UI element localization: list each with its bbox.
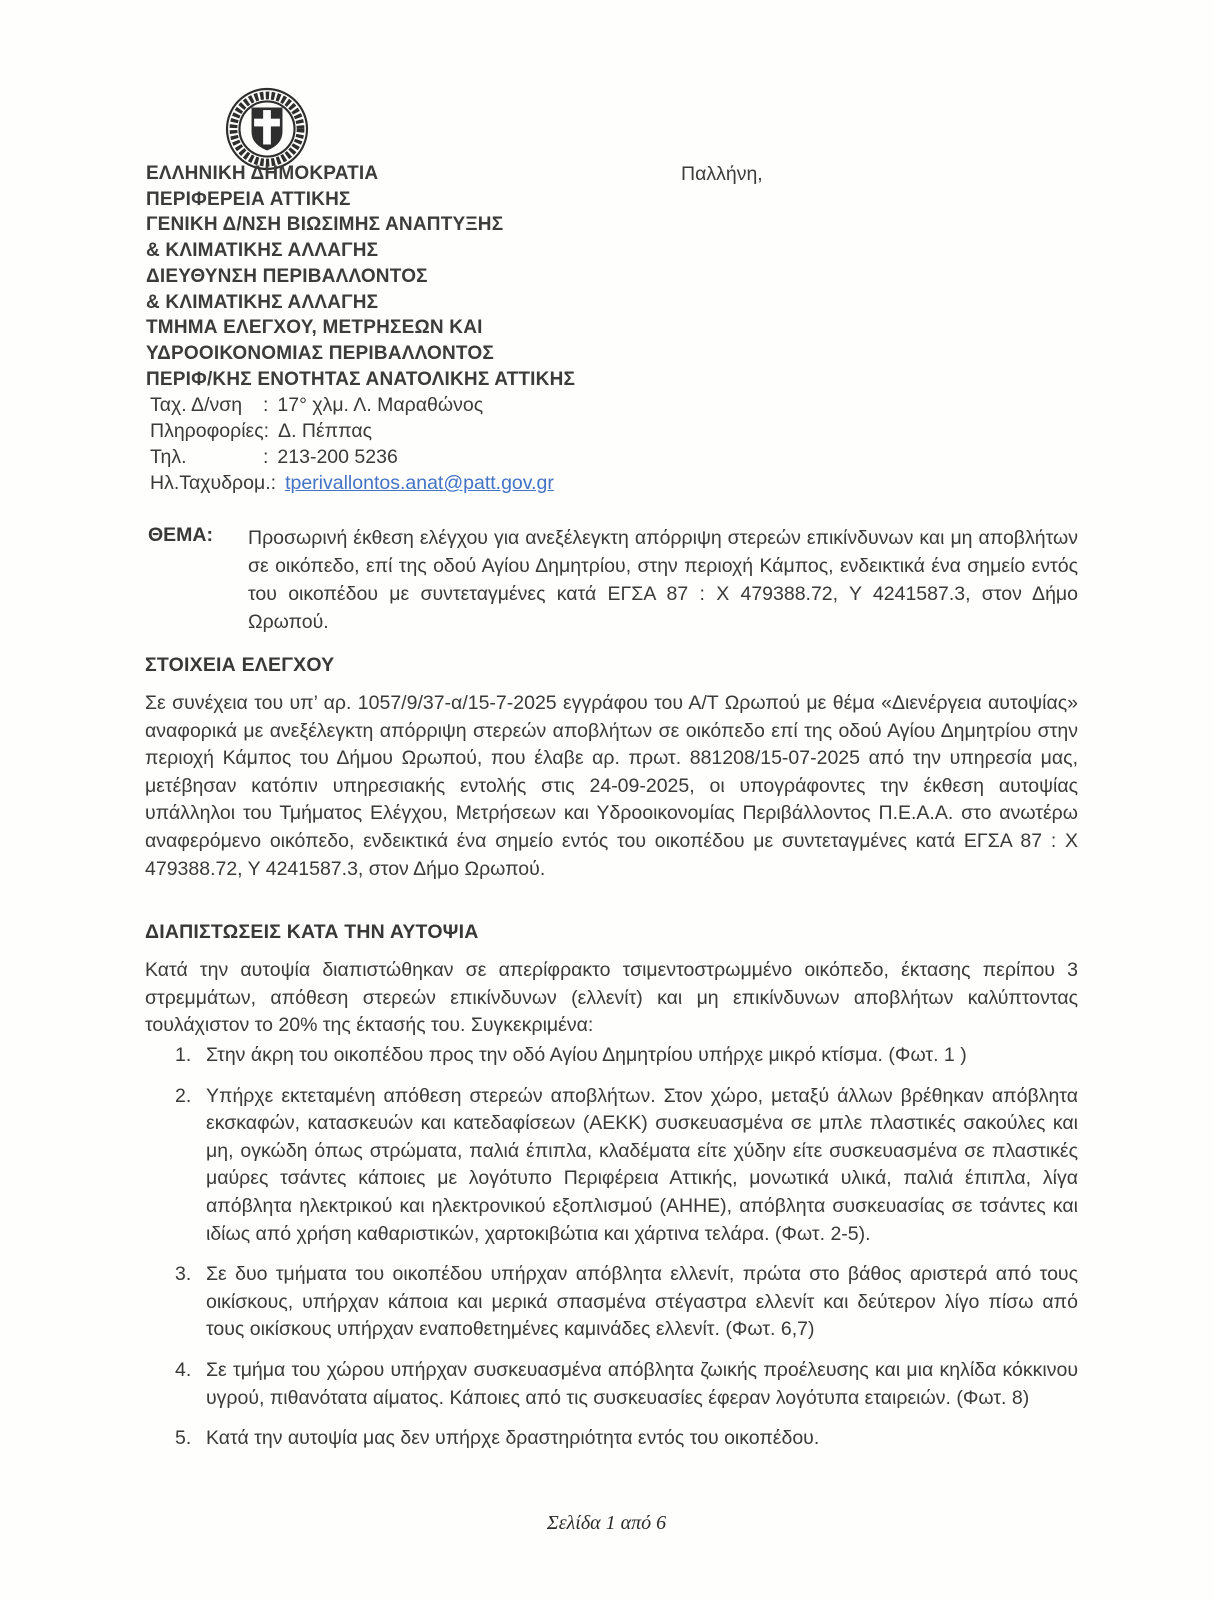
org-line: ΠΕΡΙΦΕΡΕΙΑ ΑΤΤΙΚΗΣ [146,188,351,210]
subject-text: Προσωρινή έκθεση ελέγχου για ανεξέλεγκτη απόρριψη στερεών επικίνδυνων και μη αποβλήτων σε οικόπεδο, επί της οδού Αγίου Δημητρίου, στην περιοχή Κάμπος, ενδεικτικά ένα σημείο εντός του οικοπέδου με συντεταγμένες κατά ΕΓΣΑ 87 : Χ 479388.72, Υ 4241587.3, στον Δήμο Ωρωπού. [248,527,1078,633]
section-title-findings: ΔΙΑΠΙΣΤΩΣΕΙΣ ΚΑΤΑ ΤΗΝ ΑΥΤΟΨΙΑ [145,921,479,943]
finding-text: Σε δυο τμήματα του οικοπέδου υπήρχαν απόβλητα ελλενίτ, πρώτα στο βάθος αριστερά από τους οικίσκους, υπήρχαν κάποια και μερικά σπασμένα στέγαστρα ελλενίτ και δεύτερον λίγο πίσω από τους οικίσκους υπήρχαν εναποθετημένες καμινάδες ελλενίτ. (Φωτ. 6,7) [206,1263,1078,1341]
org-line: ΤΜΗΜΑ ΕΛΕΓΧΟΥ, ΜΕΤΡΗΣΕΩΝ ΚΑΙ [146,317,483,339]
finding-item-5 [175,1425,1078,1453]
contact-row-info [150,418,554,444]
finding-item-1 [175,1042,1078,1070]
contact-value: 213-200 5236 [277,446,398,468]
org-line: & ΚΛΙΜΑΤΙΚΗΣ ΑΛΛΑΓΗΣ [146,240,379,262]
contact-value: Δ. Πέππας [278,420,372,442]
finding-text: Στην άκρη του οικοπέδου προς την οδό Αγίου Δημητρίου υπήρχε μικρό κτίσμα. (Φωτ. 1 ) [206,1044,967,1066]
contact-row-address [150,392,554,418]
finding-text: Σε τμήμα του χώρου υπήρχαν συσκευασμένα απόβλητα ζωικής προέλευσης και μια κηλίδα κόκκινου υγρού, πιθανότατα αίματος. Κάποιες από τις συσκευασίες έφεραν λογότυπα εταιρειών. (Φωτ. 8) [206,1358,1078,1409]
org-line: & ΚΛΙΜΑΤΙΚΗΣ ΑΛΛΑΓΗΣ [146,291,379,313]
org-line: ΓΕΝΙΚΗ Δ/ΝΣΗ ΒΙΩΣΙΜΗΣ ΑΝΑΠΤΥΞΗΣ [146,214,504,236]
greek-coat-of-arms-emblem [221,86,313,172]
contact-separator: : [263,446,269,468]
subject-block [148,524,1078,636]
org-line: ΥΔΡΟΟΙΚΟΝΟΜΙΑΣ ΠΕΡΙΒΑΛΛΟΝΤΟΣ [146,342,494,364]
contact-value: 17° χλμ. Λ. Μαραθώνος [277,394,484,416]
section-body-findings-intro: Κατά την αυτοψία διαπιστώθηκαν σε απερίφρακτο τσιμεντοστρωμμένο οικόπεδο, έκτασης περίπου 3 στρεμμάτων, απόθεση στερεών επικίνδυνων (ελλενίτ) και μη επικίνδυνων αποβλήτων καλύπτοντας τουλάχιστον το 20% της έκτασής του. Συγκεκριμένα: [145,959,1078,1037]
contact-label: Ηλ.Ταχυδρομ. [150,472,271,494]
finding-number: 2. [175,1084,192,1107]
finding-text: Υπήρχε εκτεταμένη απόθεση στερεών αποβλήτων. Στον χώρο, μεταξύ άλλων βρέθηκαν απόβλητα εκσκαφών, κατασκευών και κατεδαφίσεων (ΑΕΚΚ) συσκευασμένα σε μπλε πλαστικές σακούλες και μη, ογκώδη όπως στρώματα, παλιά έπιπλα, κλαδέματα είτε χύδην είτε συσκευασμένα σε πλαστικές μαύρες τσάντες κάποιες με λογότυπο Περιφέρεια Αττικής, μονωτικά υλικά, παλιά έπιπλα, λίγα απόβλητα ηλεκτρικού και ηλεκτρονικού εξοπλισμού (ΑΗΗΕ), απόβλητα συσκευασίας σε τσάντες και ιδίως από χρήση καθαριστικών, χαρτοκιβώτια και χάρτινα τελάρα. (Φωτ. 2-5). [206,1084,1078,1245]
section-title-inspection-details: ΣΤΟΙΧΕΙΑ ΕΛΕΓΧΟΥ [145,654,335,676]
contact-row-phone [150,444,554,470]
finding-number: 3. [175,1263,192,1286]
contact-label: Πληροφορίες [150,420,264,442]
findings-list [175,1042,1078,1466]
sender-org-block [146,161,575,392]
contact-block [150,392,554,496]
contact-separator: : [270,472,277,494]
section-body-inspection-details: Σε συνέχεια του υπ’ αρ. 1057/9/37-α/15-7-2025 εγγράφου του Α/Τ Ωρωπού με θέμα «Διενέργεια αυτοψίας» αναφορικά με ανεξέλεγκτη απόρριψη στερεών αποβλήτων σε οικόπεδο επί της οδού Αγίου Δημητρίου στην περιοχή Κάμπος του Δήμου Ωρωπού, που έλαβε αρ. πρωτ. 881208/15-07-2025 από την υπηρεσία μας, μετέβησαν κατόπιν υπηρεσιακής εντολής στις 24-09-2025, οι υπογράφοντες την έκθεση αυτοψίας υπάλληλοι του Τμήματος Ελέγχου, Μετρήσεων και Υδροοικονομίας Περιβάλλοντος Π.Ε.Α.Α. στο ανωτέρω αναφερόμενο οικόπεδο, ενδεικτικά ένα σημείο εντός του οικοπέδου με συντεταγμένες κατά ΕΓΣΑ 87 : Χ 479388.72, Υ 4241587.3, στον Δήμο Ωρωπού. [145,692,1078,880]
finding-number: 4. [175,1358,192,1381]
finding-number: 5. [175,1427,192,1450]
finding-item-2 [175,1083,1078,1249]
finding-text: Κατά την αυτοψία μας δεν υπήρχε δραστηριότητα εντός του οικοπέδου. [206,1427,820,1450]
org-line: ΕΛΛΗΝΙΚΗ ΔΗΜΟΚΡΑΤΙΑ [146,163,379,184]
contact-separator: : [263,394,269,416]
email-link[interactable]: tperivallontos.anat@patt.gov.gr [285,472,554,494]
finding-number: 1. [175,1044,192,1066]
contact-separator: : [263,420,270,442]
city-date: Παλλήνη, [681,163,763,185]
org-line: ΔΙΕΥΘΥΝΣΗ ΠΕΡΙΒΑΛΛΟΝΤΟΣ [146,265,428,287]
contact-label: Τηλ. [150,446,187,468]
coat-of-arms-icon [221,86,313,172]
contact-row-email [150,470,554,496]
finding-item-3 [175,1261,1078,1344]
org-line: ΠΕΡΙΦ/ΚΗΣ ΕΝΟΤΗΤΑΣ ΑΝΑΤΟΛΙΚΗΣ ΑΤΤΙΚΗΣ [146,368,576,390]
page-number: Σελίδα 1 από 6 [546,1512,667,1534]
finding-item-4 [175,1357,1078,1412]
subject-label: ΘΕΜΑ: [148,524,213,546]
contact-label: Ταχ. Δ/νση [150,394,243,416]
